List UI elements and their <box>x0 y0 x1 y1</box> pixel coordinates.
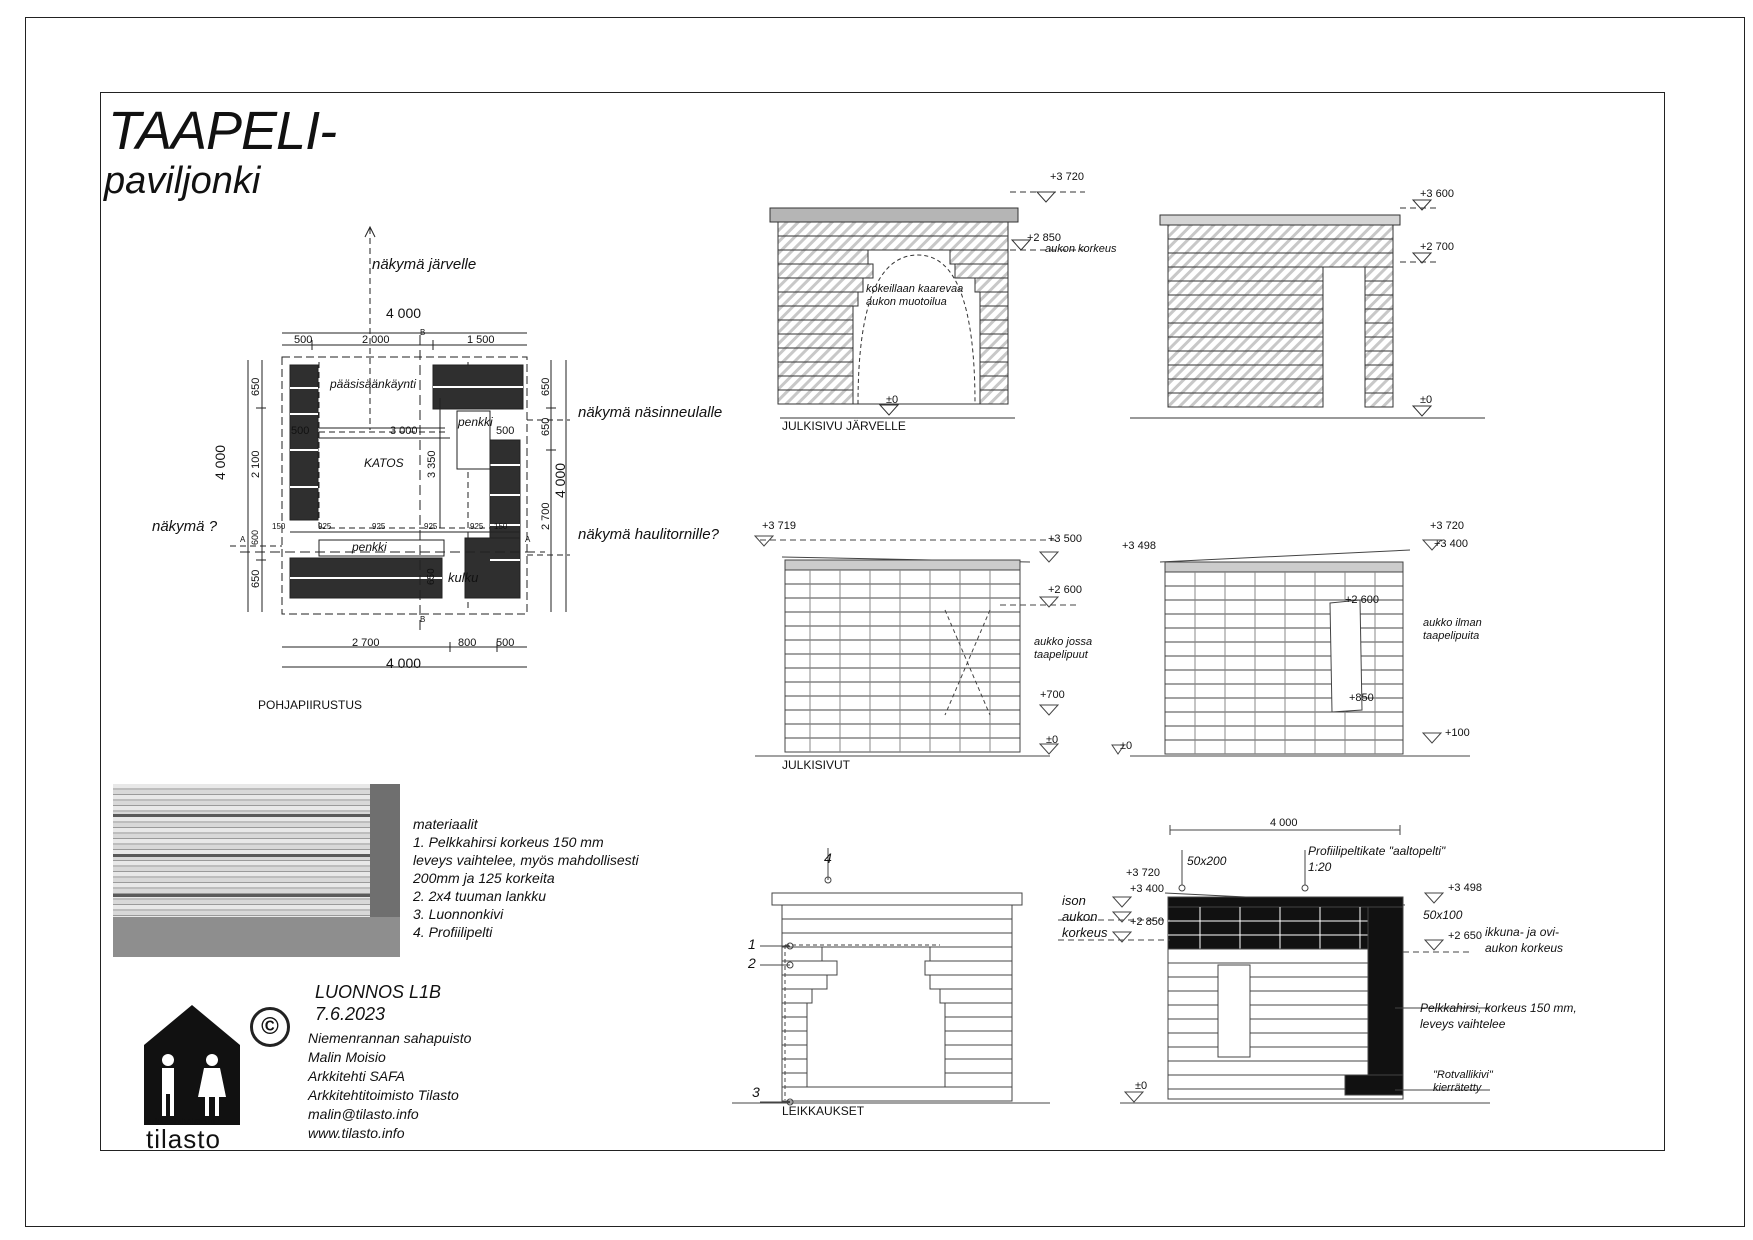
side-left-note-2: taapelipuut <box>1034 649 1088 661</box>
dim-inner-500b: 500 <box>496 425 515 437</box>
section-number-3: 3 <box>752 1084 760 1100</box>
logo-big-text: tilasto <box>146 1124 221 1154</box>
side-right-level-3400: +3 400 <box>1434 538 1468 550</box>
dim-top-c: 1 500 <box>467 334 495 346</box>
sec-level-2650: +2 650 <box>1448 930 1482 942</box>
draft-date: 7.6.2023 <box>315 1004 386 1024</box>
section-right <box>1058 825 1490 1103</box>
big-opening-label-1: ison <box>1062 893 1086 908</box>
side-left-note-1: aukko jossa <box>1034 636 1093 648</box>
title-line1: TAAPELI- <box>108 101 337 161</box>
sec-level-3400: +3 400 <box>1130 883 1164 895</box>
window-label-2: aukon korkeus <box>1485 941 1564 955</box>
dim-inner-width: 3 000 <box>390 425 418 437</box>
lake-level-opening: +2 850 <box>1027 232 1061 244</box>
dim-inner-500a: 500 <box>291 425 310 437</box>
section-number-2: 2 <box>748 955 756 971</box>
section-number-1: 1 <box>748 936 756 952</box>
back-level-top: +3 600 <box>1420 188 1454 200</box>
side-left-level-3500: +3 500 <box>1048 533 1082 545</box>
material-item-4: 2. 2x4 tuuman lankku <box>413 888 547 904</box>
dim-left-a: 650 <box>250 377 262 396</box>
material-item-6: 4. Profiilipelti <box>413 924 493 940</box>
dim-bottom-c: 500 <box>496 637 515 649</box>
dim-top-b: 2 000 <box>362 334 390 346</box>
dim-left-b: 2 100 <box>250 450 262 478</box>
side-left-level-2600: +2 600 <box>1048 584 1082 596</box>
log-label-1: Pelkkahirsi, korkeus 150 mm, <box>1420 1001 1577 1015</box>
material-item-3: 200mm ja 125 korkeita <box>413 870 555 886</box>
view-nasinneula-label: näkymä näsinneulalle <box>578 404 723 421</box>
side-right-note-2: taapelipuita <box>1423 630 1480 642</box>
stone-label-1: "Rotvallikivi" <box>1433 1069 1493 1081</box>
dim-left-c: 650 <box>250 569 262 588</box>
side-right-note-1: aukko ilman <box>1423 617 1482 629</box>
sec-level-3720: +3 720 <box>1126 867 1160 879</box>
side-right-level-2600: +2 600 <box>1345 594 1379 606</box>
main-entry-label: pääsisäänkäynti <box>330 377 417 391</box>
section-b-top: B <box>420 328 426 337</box>
dim-row-925c: 925 <box>424 522 438 531</box>
view-unknown-label: näkymä ? <box>152 518 218 535</box>
passage-label: kulku <box>448 570 479 585</box>
info-line-2: Malin Moisio <box>308 1049 386 1065</box>
big-opening-label-3: korkeus <box>1062 925 1108 940</box>
view-lake-label: näkymä järvelle <box>372 256 477 273</box>
info-line-1: Niemenrannan sahapuisto <box>308 1030 472 1046</box>
dim-row-925b: 925 <box>372 522 386 531</box>
sec-level-3498: +3 498 <box>1448 882 1482 894</box>
side-right-level-3498: +3 498 <box>1122 540 1156 552</box>
log-label-2: leveys vaihtelee <box>1420 1017 1506 1031</box>
dim-inner-height: 3 350 <box>426 450 438 478</box>
dim-right-c: 2 700 <box>540 502 552 530</box>
dim-left-600: 600 <box>250 529 260 545</box>
big-opening-label-2: aukon <box>1062 909 1098 924</box>
lake-caption: JULKISIVU JÄRVELLE <box>782 419 906 433</box>
window-label-1: ikkuna- ja ovi- <box>1485 925 1560 939</box>
dim-row-150a: 150 <box>272 522 286 531</box>
draft-label: LUONNOS L1B <box>315 982 442 1002</box>
material-item-5: 3. Luonnonkivi <box>413 906 504 922</box>
dim-right-total: 4 000 <box>552 462 568 498</box>
side-left-level-zero: ±0 <box>1046 734 1059 746</box>
section-dim-top: 4 000 <box>1270 817 1298 829</box>
dim-row-150b: 150 <box>494 522 508 531</box>
dim-right-b: 650 <box>540 417 552 436</box>
dim-top-a: 500 <box>294 334 313 346</box>
material-item-2: leveys vaihtelee, myös mahdollisesti <box>413 852 639 868</box>
back-level-2700: +2 700 <box>1420 241 1454 253</box>
beam-top-label: 50x200 <box>1187 854 1227 868</box>
stone-label-2: kierrätetty <box>1433 1082 1482 1094</box>
title-line2: paviljonki <box>104 160 261 202</box>
section-b-bottom: B <box>420 615 426 624</box>
dim-left-total: 4 000 <box>212 444 228 480</box>
profile-label-1: Profiilipeltikate "aaltopelti" <box>1308 844 1446 858</box>
beam-side-label: 50x100 <box>1423 908 1463 922</box>
section-a-left: A <box>240 535 246 544</box>
lake-note-1: kokeillaan kaarevaa <box>866 283 964 295</box>
bench-label-1: penkki <box>458 415 493 429</box>
dim-top-total: 4 000 <box>386 305 422 321</box>
elevations-caption: JULKISIVUT <box>782 758 851 772</box>
dim-bottom-b: 800 <box>458 637 477 649</box>
info-line-5: malin@tilasto.info <box>308 1106 419 1122</box>
lake-level-top: +3 720 <box>1050 171 1084 183</box>
section-left <box>732 848 1050 1105</box>
view-haulitorni-label: näkymä haulitornille? <box>578 526 719 543</box>
elevation-side-left <box>755 536 1080 756</box>
sections-caption: LEIKKAUKSET <box>782 1104 865 1118</box>
side-right-level-zero: ±0 <box>1120 740 1133 752</box>
plan-caption: POHJAPIIRUSTUS <box>258 698 363 712</box>
elevation-side-right <box>1112 540 1470 756</box>
dim-bottom-total: 4 000 <box>386 655 422 671</box>
side-right-level-850: +850 <box>1349 692 1374 704</box>
lake-level-zero: ±0 <box>886 394 899 406</box>
lake-note-2: aukon muotoilua <box>866 296 947 308</box>
dim-right-a: 650 <box>540 377 552 396</box>
floor-plan <box>230 227 570 667</box>
logo-house-icon <box>144 1005 240 1125</box>
sec-level-2850: +2 850 <box>1130 916 1164 928</box>
sec-level-zero: ±0 <box>1135 1080 1148 1092</box>
section-number-4: 4 <box>824 850 832 866</box>
dim-row-925a: 925 <box>318 522 332 531</box>
info-line-6: www.tilasto.info <box>308 1125 405 1141</box>
side-right-level-3720: +3 720 <box>1430 520 1464 532</box>
logo-small-text: arkkitehtitoimisto <box>147 1117 216 1126</box>
info-line-4: Arkkitehtitoimisto Tilasto <box>308 1087 459 1103</box>
stacked-logs-photo <box>113 762 400 957</box>
dim-row-925d: 925 <box>470 522 484 531</box>
lake-opening-label: aukon korkeus <box>1045 243 1117 255</box>
bench-label-2: penkki <box>352 540 387 554</box>
materials-heading: materiaalit <box>413 816 478 832</box>
side-left-level-700: +700 <box>1040 689 1065 701</box>
section-a-right: A <box>525 535 531 544</box>
dim-bottom-a: 2 700 <box>352 637 380 649</box>
material-item-1: 1. Pelkkahirsi korkeus 150 mm <box>413 834 604 850</box>
dim-inner-650: 650 <box>426 568 437 585</box>
roof-label: KATOS <box>364 456 404 470</box>
copyright-icon: © <box>250 1007 290 1047</box>
info-line-3: Arkkitehti SAFA <box>308 1068 405 1084</box>
profile-label-2: 1:20 <box>1308 860 1332 874</box>
side-right-level-100: +100 <box>1445 727 1470 739</box>
side-left-level-3719: +3 719 <box>762 520 796 532</box>
back-level-zero: ±0 <box>1420 394 1433 406</box>
elevation-lake-back <box>1130 200 1485 418</box>
